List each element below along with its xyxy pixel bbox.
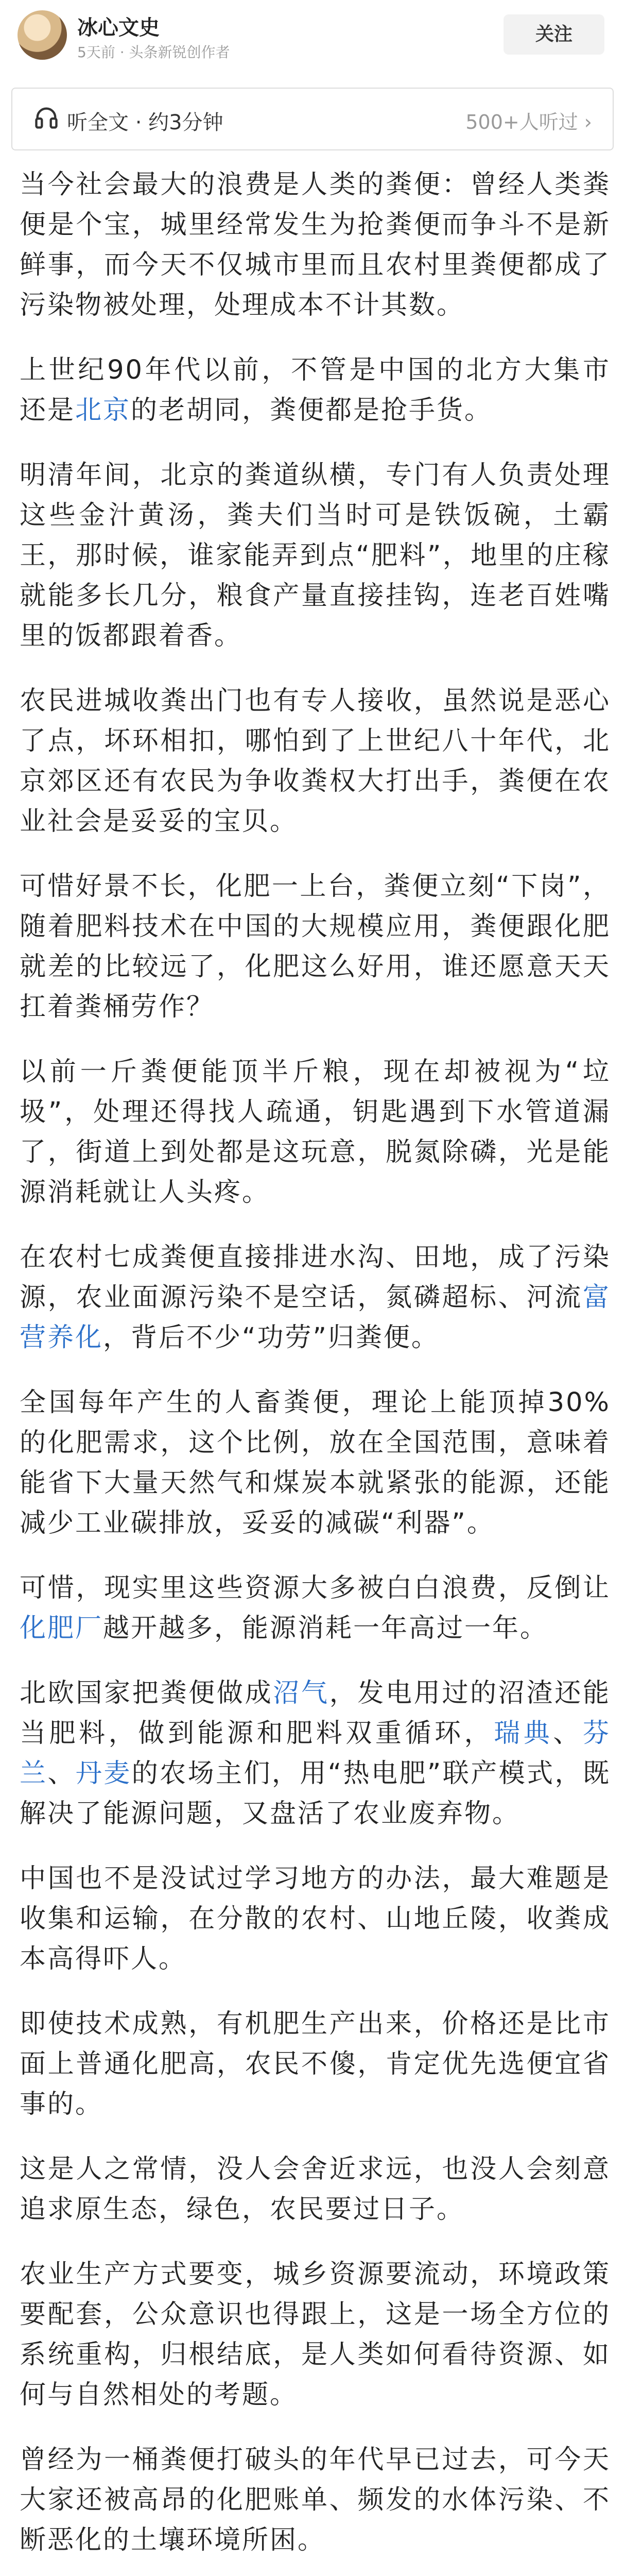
paragraph-text: 当今社会最大的浪费是人类的粪便：曾经人类粪便是个宝，城里经常发生为抢粪便而争斗不是新鲜事，而今天不仅城市里而且农村里粪便都成了污染物被处理，处理成本不计其数。 — [20, 170, 611, 320]
entity-link[interactable]: 化肥厂 — [20, 1613, 103, 1643]
article-body — [20, 165, 611, 2576]
paragraph-text: ，发电用过的沼渣还能当肥料，做到能源和肥料双重循环， — [20, 1678, 611, 1749]
paragraph-text: 全国每年产生的人畜粪便，理论上能顶掉30%的化肥需求，这个比例，放在全国范围，意味着能省下大量天然气和煤炭本就紧张的能源，还能减少工业碳排放，妥妥的减碳“利器”。 — [20, 1387, 611, 1538]
paragraph-text: 可惜，现实里这些资源大多被白白浪费，反倒让 — [20, 1573, 611, 1603]
paragraph-text: ，背后不少“功劳”归粪便。 — [103, 1323, 439, 1353]
paragraph-text: 农业生产方式要变，城乡资源要流动，环境政策要配套，公众意识也得跟上，这是一场全方位的系统重构，归根结底，是人类如何看待资源、如何与自然相处的考题。 — [20, 2259, 611, 2410]
follow-button[interactable]: 关注 — [504, 14, 604, 55]
listen-audio-bar[interactable] — [11, 88, 614, 150]
article-paragraph — [20, 1238, 611, 1358]
article-paragraph — [20, 681, 611, 842]
article-paragraph — [20, 1052, 611, 1213]
article-paragraph — [20, 2149, 611, 2230]
paragraph-text: 中国也不是没试过学习地方的办法，最大难题是收集和运输，在分散的农村、山地丘陵，收粪成本高得吓人。 — [20, 1863, 611, 1974]
entity-link[interactable]: 丹麦 — [75, 1758, 132, 1789]
author-avatar[interactable] — [18, 10, 67, 60]
listen-count[interactable]: 500+人听过 › — [465, 111, 592, 133]
paragraph-text: 北欧国家把粪便做成 — [20, 1678, 273, 1708]
author-meta: 5天前 · 头条新锐创作者 — [77, 44, 230, 61]
article-paragraph — [20, 867, 611, 1027]
paragraph-text: 越开越多，能源消耗一年高过一年。 — [103, 1613, 548, 1643]
article-paragraph — [20, 165, 611, 326]
paragraph-text: 在农村七成粪便直接排进水沟、田地，成了污染源，农业面源污染不是空话，氮磷超标、河流 — [20, 1242, 611, 1313]
paragraph-text: 、 — [553, 1718, 583, 1749]
paragraph-text: 明清年间，北京的粪道纵横，专门有人负责处理这些金汁黄汤，粪夫们当时可是铁饭碗，土霸王，那时候，谁家能弄到点“肥料”，地里的庄稼就能多长几分，粮食产量直接挂钩，连老百姓嘴里的饭都跟着香。 — [20, 460, 611, 651]
entity-link[interactable]: 沼气 — [273, 1678, 329, 1708]
entity-link[interactable]: 北京 — [75, 395, 131, 426]
article-paragraph — [20, 350, 611, 431]
article-paragraph — [20, 2255, 611, 2415]
paragraph-text: 可惜好景不长，化肥一上台，粪便立刻“下岗”，随着肥料技术在中国的大规模应用，粪便跟化肥就差的比较远了，化肥这么好用，谁还愿意天天扛着粪桶劳作？ — [20, 871, 611, 1022]
paragraph-text: 、 — [47, 1758, 76, 1789]
paragraph-text: 即使技术成熟，有机肥生产出来，价格还是比市面上普通化肥高，农民不傻，肯定优先选便宜省事的。 — [20, 2009, 611, 2120]
paragraph-text: 的农场主们，用“热电肥”联产模式，既解决了能源问题，又盘活了农业废弃物。 — [20, 1758, 611, 1829]
paragraph-text: 上世纪90年代以前，不管是中国的北方大集市还是 — [20, 355, 611, 426]
article-paragraph — [20, 1383, 611, 1544]
entity-link[interactable]: 芬兰 — [20, 1718, 611, 1789]
paragraph-text: 农民进城收粪出门也有专人接收，虽然说是恶心了点，坏环相扣，哪怕到了上世纪八十年代，北京郊区还有农民为争收粪权大打出手，粪便在农业社会是妥妥的宝贝。 — [20, 686, 611, 837]
article-paragraph — [20, 2004, 611, 2125]
article-paragraph — [20, 1673, 611, 1834]
author-name[interactable]: 冰心文史 — [77, 16, 160, 40]
paragraph-text: 的老胡同，粪便都是抢手货。 — [131, 395, 493, 426]
listen-label[interactable]: 听全文 · 约3分钟 — [67, 111, 223, 134]
article-paragraph — [20, 1568, 611, 1649]
paragraph-text: 曾经为一桶粪便打破头的年代早已过去，可今天大家还被高昂的化肥账单、频发的水体污染、不断恶化的土壤环境所困。 — [20, 2445, 611, 2555]
article-paragraph — [20, 455, 611, 656]
paragraph-text: 以前一斤粪便能顶半斤粮，现在却被视为“垃圾”，处理还得找人疏通，钥匙遇到下水管道漏了，街道上到处都是这玩意，脱氮除磷，光是能源消耗就让人头疼。 — [20, 1057, 611, 1208]
entity-link[interactable]: 富营养化 — [20, 1282, 611, 1353]
entity-link[interactable]: 瑞典 — [494, 1718, 553, 1749]
article-header — [0, 0, 625, 77]
article-paragraph — [20, 2440, 611, 2561]
headphone-icon — [33, 104, 60, 131]
article-paragraph — [20, 1859, 611, 1979]
paragraph-text: 这是人之常情，没人会舍近求远，也没人会刻意追求原生态，绿色，农民要过日子。 — [20, 2154, 611, 2225]
